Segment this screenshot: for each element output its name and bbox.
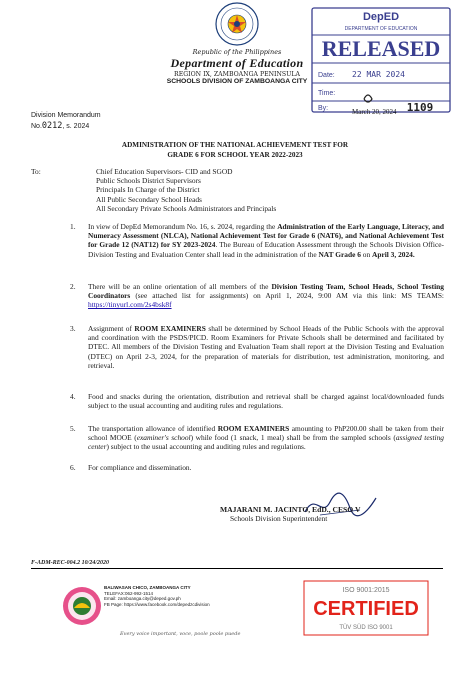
- p6-number: 6.: [70, 463, 76, 472]
- division-name: SCHOOLS DIVISION OF ZAMBOANGA CITY: [166, 78, 308, 85]
- stamp-number: 1109: [406, 101, 434, 114]
- department-name: Department of Education: [170, 56, 304, 70]
- recipient-item: Principals In Charge of the District: [96, 185, 200, 195]
- footer-motto: Every voice important, voce, poole poole puede: [120, 631, 241, 637]
- recipient-item: Public Schools District Supervisors: [96, 176, 201, 186]
- paragraph-2: There will be an online orientation of all members of the Division Testing Team, School Heads, School Testing Coordinators (see attached list for assignments) on April 1, 2024, 9:00 AM via this link: MS TEAMS: https://tinyurl.com/2s4bsk8f: [88, 282, 444, 310]
- cert-iso: ISO 9001:2015: [342, 587, 390, 594]
- cert-body: TÜV SÜD ISO 9001: [339, 625, 393, 631]
- stamp-agency: DepED: [362, 11, 400, 23]
- memo-title: ADMINISTRATION OF THE NATIONAL ACHIEVEMENT TEST FOR GRADE 6 FOR SCHOOL YEAR 2022-2023: [121, 141, 349, 159]
- paragraph-1: In view of DepEd Memorandum No. 16, s. 2024, regarding the Administration of the Early Language, Literacy, and Numeracy Assessment (NLCA), National Achievement Test for Grade 6 (NAT6), and National Achievement Test for Grade 12 (NAT12) for SY 2023-2024. The Bureau of Education Assessment through the Schools Division Office- Division Testing and Evaluation Center shall lead in the administration of the NAT Grade 6 on April 3, 2024.: [88, 222, 445, 259]
- memo-number: No.0212, s. 2024: [31, 121, 90, 131]
- recipients-label: To:: [31, 167, 41, 176]
- cert-word: CERTIFIED: [313, 598, 419, 620]
- region-line: REGION IX, ZAMBOANGA PENINSULA: [174, 71, 300, 78]
- paragraph-5: The transportation allowance of identified ROOM EXAMINERS amounting to PhP200.00 shall be taken from their school MOOE (examiner's school) while food (1 snack, 1 meal) shall be from the sampled schools (assigned testing center) subject to the usual accounting and auditing rules and regulations.: [88, 424, 445, 452]
- released-stamp: [308, 5, 454, 123]
- division-logo-icon: [62, 586, 102, 626]
- stamp-office: DEPARTMENT OF EDUCATION: [344, 26, 418, 32]
- p1-number: 1.: [70, 222, 76, 231]
- memo-label: Division Memorandum: [31, 112, 101, 119]
- footer-divider: [31, 568, 443, 569]
- p3-number: 3.: [70, 324, 76, 333]
- stamp-date-value: 22 MAR 2024: [352, 70, 405, 79]
- iso-certified-badge: [302, 579, 430, 637]
- paragraph-6: For compliance and dissemination.: [88, 463, 192, 472]
- paragraph-4: Food and snacks during the orientation, distribution and retrieval shall be charged against local/downloaded funds subject to the usual accounting and auditing rules and regulations.: [88, 392, 444, 411]
- footer-contact: BALIWASAN CHICO, ZAMBOANGA CITY TELEFAX:062-992-1514 Email: zamboanga.city@deped.gov.ph FB Page: https://www.facebook.com/depedzcdivision: [104, 585, 210, 607]
- p4-number: 4.: [70, 392, 76, 401]
- stamp-status: RELEASED: [321, 36, 441, 61]
- p5-number: 5.: [70, 424, 76, 433]
- republic-line: Republic of the Philippines: [192, 48, 282, 56]
- ms-teams-link[interactable]: https://tinyurl.com/2s4bsk8f: [88, 300, 172, 310]
- deped-seal-icon: [215, 2, 259, 46]
- stamp-time-label: Time:: [318, 90, 336, 97]
- recipient-item: Chief Education Supervisors- CID and SGOD: [96, 167, 233, 176]
- paragraph-3: Assignment of ROOM EXAMINERS shall be determined by School Heads of the Public Schools with the approval and coordination with the PSDS/PICD. Room Examiners for Private Schools shall be determined and facilitated by DTEC. All members of the Division Testing and Evaluation Team shall report at the Division Testing and Evaluation (DTEC) on April 2-3, 2024, for the preparation of materials for distribution, test administration, monitoring, and retrieval.: [88, 324, 444, 370]
- signatory-name: MAJARANI M. JACINTO, EdD., CESO V: [220, 505, 361, 514]
- recipients-list: [96, 167, 276, 213]
- recipient-item: All Secondary Private Schools Administrators and Principals: [96, 203, 277, 213]
- p2-number: 2.: [70, 282, 76, 291]
- stamp-date-label: Date:: [318, 72, 335, 79]
- recipient-item: All Public Secondary School Heads: [96, 194, 202, 204]
- stamp-by-label: By:: [318, 105, 329, 112]
- memo-date: March 20, 2024: [352, 108, 397, 116]
- signatory-title: Schools Division Superintendent: [230, 514, 328, 523]
- form-code: F-ADM-REC-004.2 10/24/2020: [31, 560, 110, 566]
